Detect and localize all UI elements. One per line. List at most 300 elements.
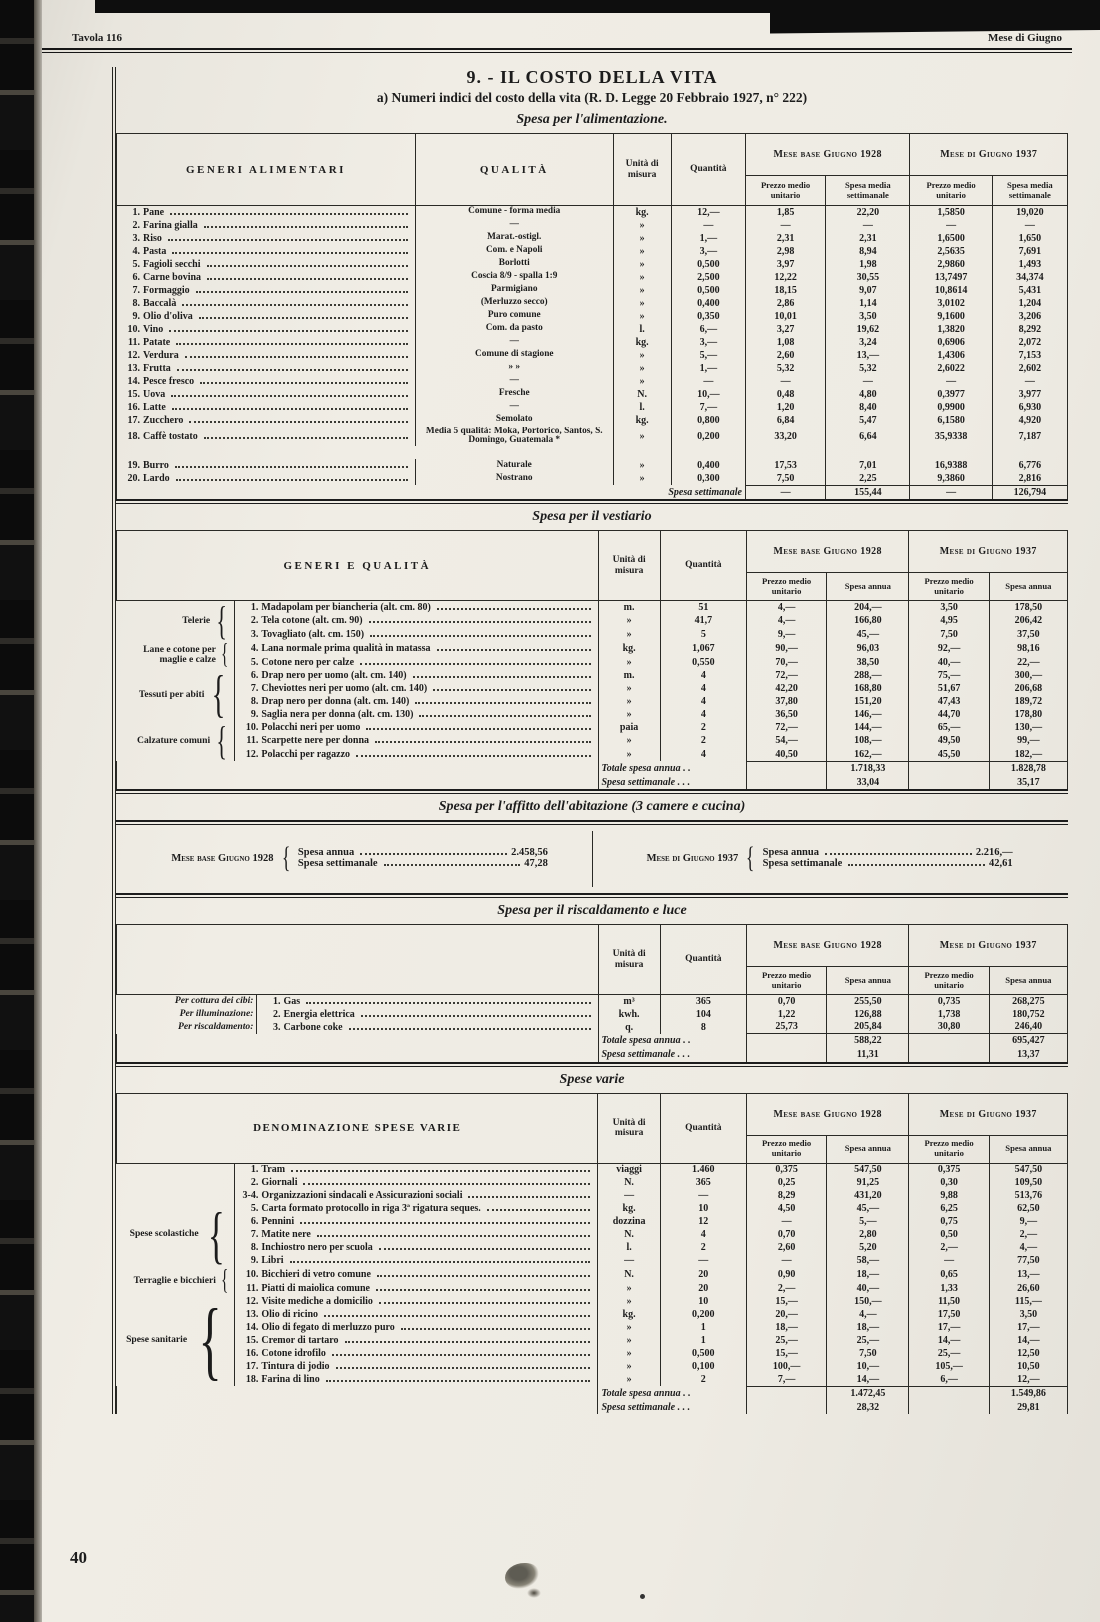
value-cell: 8,40 [826, 401, 910, 414]
value-cell: 65,— [909, 721, 989, 734]
col-header-spesa-1928: Spesa media settimanale [826, 176, 910, 206]
value-cell: 8,94 [826, 245, 910, 258]
value-cell: l. [613, 323, 671, 336]
value-cell: m. [598, 669, 660, 682]
value-cell: N. [598, 1228, 660, 1241]
value-cell: 2,816 [992, 472, 1067, 485]
value-cell: 151,20 [827, 695, 909, 708]
value-cell: 20 [660, 1281, 746, 1295]
table-row [117, 427, 1068, 447]
value-cell: 7,153 [992, 349, 1067, 362]
value-cell: 58,— [827, 1254, 909, 1267]
value-cell: 2,5635 [910, 245, 992, 258]
value-cell: 3,— [671, 336, 745, 349]
value-cell: 20 [660, 1267, 746, 1281]
item-name-cell: 1. Madapolam per biancheria (alt. cm. 80) [235, 601, 598, 615]
value-cell: 166,80 [827, 614, 909, 628]
header-rule [42, 48, 1072, 53]
value-cell: 0,200 [671, 427, 745, 447]
value-cell: 0,90 [746, 1267, 826, 1281]
value-cell: 0,75 [909, 1215, 989, 1228]
value-cell: » [598, 708, 660, 721]
table-row [117, 1334, 1068, 1347]
value-cell: 99,— [989, 734, 1067, 747]
table-row [117, 1347, 1068, 1360]
vestiario-table [116, 530, 1068, 789]
affitto-block [116, 825, 1068, 893]
table-row [117, 459, 1068, 472]
value-cell: 98,16 [989, 641, 1067, 655]
table-row [117, 695, 1068, 708]
value-cell: 70,— [746, 655, 826, 669]
col-header-prezzo-1928: Prezzo medio unitario [745, 176, 825, 206]
value-cell: 1,067 [660, 641, 746, 655]
value-cell: 3,97 [745, 258, 825, 271]
value-cell: 0,9900 [910, 401, 992, 414]
table-footer-row [117, 775, 1068, 789]
table-footer-row [117, 1386, 1068, 1400]
value-cell: 2 [660, 1373, 746, 1386]
value-cell: 0,70 [746, 1228, 826, 1241]
item-name-cell: 15. Cremor di tartaro [235, 1334, 598, 1347]
value-cell: 1,98 [826, 258, 910, 271]
value-cell: 54,— [746, 734, 826, 747]
value-cell: 18,— [827, 1321, 909, 1334]
value-cell: » [613, 258, 671, 271]
item-name-cell: 13. Olio di ricino [235, 1308, 598, 1321]
value-cell: 2 [660, 721, 746, 734]
qualita-cell: — [415, 336, 613, 349]
table-row [117, 1176, 1068, 1189]
item-name-cell: 2. Tela cotone (alt. cm. 90) [235, 614, 598, 628]
page-subtitle: a) Numeri indici del costo della vita (R. D. Legge 20 Febbraio 1927, n° 222) [376, 90, 808, 105]
table-row [117, 1021, 1068, 1034]
value-cell: 18,— [827, 1267, 909, 1281]
value-cell: 12 [660, 1215, 746, 1228]
col-header-spesa-annua-1937: Spesa annua [989, 1135, 1067, 1163]
value-cell: 206,42 [989, 614, 1067, 628]
value-cell: — [598, 1254, 660, 1267]
value-cell: 33,04 [827, 775, 909, 789]
value-cell: 13,7497 [910, 271, 992, 284]
value-cell: 7,50 [827, 1347, 909, 1360]
qualita-cell: Naturale [415, 459, 613, 472]
value-cell: 2,31 [745, 232, 825, 245]
value-cell: 5,47 [826, 414, 910, 427]
value-cell: 17,50 [909, 1308, 989, 1321]
item-name-cell: 13. Frutta [117, 362, 416, 375]
item-name-cell: 8. Inchiostro nero per scuola [235, 1241, 598, 1254]
item-name-cell: 12. Verdura [117, 349, 416, 362]
value-cell: 0,50 [909, 1228, 989, 1241]
value-cell: 25,73 [746, 1021, 826, 1034]
value-cell: 0,65 [909, 1267, 989, 1281]
qualita-cell: Nostrano [415, 472, 613, 485]
group-label-cell: Tessuti per abiti { [117, 669, 235, 721]
value-cell: 0,500 [671, 258, 745, 271]
value-cell: 3,977 [992, 388, 1067, 401]
varie-table [116, 1093, 1068, 1415]
value-cell: 162,— [827, 748, 909, 761]
value-cell: 90,— [746, 641, 826, 655]
col-header-quantita: Quantità [660, 1093, 746, 1163]
value-cell: 91,25 [827, 1176, 909, 1189]
value-cell: 15,— [746, 1295, 826, 1308]
item-name-cell: 11. Scarpette nere per donna [235, 734, 598, 747]
value-cell: 288,— [827, 669, 909, 682]
table-row [117, 414, 1068, 427]
item-name-cell: 5. Carta formato protocollo in riga 3ª rigatura seques. [235, 1202, 598, 1215]
value-cell: 150,— [827, 1295, 909, 1308]
value-cell: 1,85 [745, 206, 825, 219]
value-cell: 25,— [827, 1334, 909, 1347]
value-cell: kwh. [598, 1008, 660, 1021]
value-cell: 42,20 [746, 682, 826, 695]
table-row [117, 1189, 1068, 1202]
section-title-affitto: Spesa per l'affitto dell'abitazione (3 camere e cucina) [438, 799, 746, 814]
value-cell: 2,80 [827, 1228, 909, 1241]
value-cell: 44,70 [909, 708, 989, 721]
value-cell: 4,— [989, 1241, 1067, 1254]
alimentazione-table [116, 133, 1068, 499]
value-cell: 6,776 [992, 459, 1067, 472]
value-cell: N. [598, 1176, 660, 1189]
value-cell: 9,07 [826, 284, 910, 297]
value-cell: 5,32 [826, 362, 910, 375]
value-cell: » [598, 1321, 660, 1334]
qualita-cell: Comune - forma media [415, 206, 613, 219]
group-label-cell: Telerie { [117, 601, 235, 642]
footer-label: Totale spesa annua . . [598, 761, 746, 775]
value-cell: 126,88 [827, 1008, 909, 1021]
item-name-cell: 14. Pesce fresco [117, 375, 416, 388]
qualita-cell: Puro comune [415, 310, 613, 323]
value-cell: 6,930 [992, 401, 1067, 414]
table-row [117, 206, 1068, 219]
table-footer-row [117, 1400, 1068, 1414]
value-cell: 0,500 [671, 284, 745, 297]
col-header-spesa-annua-1937: Spesa annua [989, 967, 1067, 995]
value-cell: 6,— [909, 1373, 989, 1386]
value-cell: 29,81 [989, 1400, 1067, 1414]
table-row [117, 1008, 1068, 1021]
value-cell: — [598, 1189, 660, 1202]
col-header-unita: Unità di misura [613, 134, 671, 206]
value-cell: 14,— [909, 1334, 989, 1347]
value-cell: 1,20 [745, 401, 825, 414]
footer-label: Spesa settimanale . . . [598, 1400, 746, 1414]
col-header-prezzo-1928: Prezzo medio unitario [746, 573, 826, 601]
value-cell: » [613, 459, 671, 472]
value-cell: 51 [660, 601, 746, 615]
value-cell: dozzina [598, 1215, 660, 1228]
value-cell: 6,1580 [910, 414, 992, 427]
value-cell: 12,50 [989, 1347, 1067, 1360]
qualita-cell: — [415, 375, 613, 388]
col-header-prezzo-1937: Prezzo medio unitario [910, 176, 992, 206]
value-cell: — [746, 1215, 826, 1228]
value-cell: 3,50 [909, 601, 989, 615]
value-cell: 1.460 [660, 1163, 746, 1176]
group-label-cell: Spese sanitarie { [117, 1295, 235, 1386]
value-cell: 1,08 [745, 336, 825, 349]
value-cell: 49,50 [909, 734, 989, 747]
value-cell: 4 [660, 708, 746, 721]
value-cell: 3,24 [826, 336, 910, 349]
value-cell: 365 [660, 995, 746, 1008]
value-cell: 0,735 [909, 995, 989, 1008]
value-cell: — [910, 219, 992, 232]
value-cell: 20,— [746, 1308, 826, 1321]
value-cell: 18,— [746, 1321, 826, 1334]
value-cell: 300,— [989, 669, 1067, 682]
affitto-line: Spesa settimanale 47,28 [297, 858, 548, 869]
value-cell: 2,60 [746, 1241, 826, 1254]
item-name-cell: 6. Pennini [235, 1215, 598, 1228]
item-name-cell: 3. Riso [117, 232, 416, 245]
value-cell: 7,50 [909, 628, 989, 642]
value-cell: 104 [660, 1008, 746, 1021]
value-cell: 5 [660, 628, 746, 642]
value-cell: 5,20 [827, 1241, 909, 1254]
table-row [117, 323, 1068, 336]
group-label-cell: Per illuminazione: [117, 1008, 257, 1021]
col-header-denominazione: DENOMINAZIONE SPESE VARIE [117, 1093, 598, 1163]
col-header-mese-1937: Mese di Giugno 1937 [909, 531, 1068, 573]
value-cell: 30,80 [909, 1021, 989, 1034]
value-cell: 3,50 [989, 1308, 1067, 1321]
item-name-cell: 7. Formaggio [117, 284, 416, 297]
table-footer-row [117, 1034, 1068, 1048]
table-row [117, 1215, 1068, 1228]
value-cell: kg. [613, 206, 671, 219]
ink-smudge [505, 1563, 539, 1589]
table-row [117, 995, 1068, 1008]
value-cell: 5,— [827, 1215, 909, 1228]
value-cell: » [598, 695, 660, 708]
table-row [117, 284, 1068, 297]
value-cell: 1 [660, 1334, 746, 1347]
value-cell: 0,48 [745, 388, 825, 401]
running-header [42, 18, 1072, 46]
value-cell: — [992, 219, 1067, 232]
value-cell: 6,84 [745, 414, 825, 427]
value-cell: 40,50 [746, 748, 826, 761]
table-row [117, 708, 1068, 721]
document-frame [112, 67, 1068, 1414]
riscaldamento-table-header [117, 925, 1068, 995]
value-cell: 0,400 [671, 297, 745, 310]
value-cell: 4,95 [909, 614, 989, 628]
value-cell: 1.828,78 [989, 761, 1067, 775]
group-label-cell: Lane e cotone per maglie e calze { [117, 641, 235, 669]
col-header-generi-alimentari: GENERI ALIMENTARI [117, 134, 416, 206]
value-cell: — [910, 375, 992, 388]
value-cell: 178,50 [989, 601, 1067, 615]
table-row [117, 1254, 1068, 1267]
value-cell: 0,375 [909, 1163, 989, 1176]
value-cell: 10,— [671, 388, 745, 401]
value-cell: 182,— [989, 748, 1067, 761]
table-row [117, 628, 1068, 642]
value-cell: 9,1600 [910, 310, 992, 323]
value-cell: 12,22 [745, 271, 825, 284]
value-cell: 2,072 [992, 336, 1067, 349]
value-cell: 205,84 [827, 1021, 909, 1034]
value-cell: 10,50 [989, 1360, 1067, 1373]
qualita-cell: — [415, 219, 613, 232]
col-header-unita: Unità di misura [598, 1093, 660, 1163]
value-cell: 16,9388 [910, 459, 992, 472]
item-name-cell: 3. Carbone coke [257, 1021, 598, 1034]
table-footer-row [117, 1048, 1068, 1062]
value-cell: 72,— [746, 669, 826, 682]
section-title-alimentazione: Spesa per l'alimentazione. [516, 112, 668, 127]
item-name-cell: 11. Piatti di maiolica comune [235, 1281, 598, 1295]
value-cell: kg. [598, 1308, 660, 1321]
table-row [117, 669, 1068, 682]
value-cell: 10 [660, 1202, 746, 1215]
value-cell: 0,550 [660, 655, 746, 669]
value-cell: 4,920 [992, 414, 1067, 427]
qualita-cell: Com. da pasto [415, 323, 613, 336]
value-cell: 365 [660, 1176, 746, 1189]
table-row [117, 388, 1068, 401]
value-cell: 77,50 [989, 1254, 1067, 1267]
value-cell: — [826, 375, 910, 388]
item-name-cell: 1. Gas [257, 995, 598, 1008]
col-header-mese-1928: Mese base Giugno 1928 [746, 531, 909, 573]
item-name-cell: 4. Pasta [117, 245, 416, 258]
footer-label: Spesa settimanale [117, 485, 746, 499]
value-cell: 4 [660, 748, 746, 761]
varie-table-header [117, 1093, 1068, 1163]
value-cell: — [660, 1254, 746, 1267]
value-cell: 19,020 [992, 206, 1067, 219]
brace-glyph: { [746, 841, 755, 874]
table-row [117, 1228, 1068, 1241]
value-cell: 40,— [909, 655, 989, 669]
table-row [117, 748, 1068, 761]
value-cell: 96,03 [827, 641, 909, 655]
page-number: 40 [70, 1548, 87, 1567]
col-header-spesa-1937: Spesa media settimanale [992, 176, 1067, 206]
value-cell: 10,8614 [910, 284, 992, 297]
value-cell: — [909, 1254, 989, 1267]
value-cell: » [598, 734, 660, 747]
table-row [117, 1295, 1068, 1308]
affitto-1937 [647, 841, 1013, 875]
col-header-prezzo-1928: Prezzo medio unitario [746, 1135, 826, 1163]
table-row [117, 271, 1068, 284]
value-cell: 51,67 [909, 682, 989, 695]
value-cell: — [660, 1189, 746, 1202]
value-cell: 513,76 [989, 1189, 1067, 1202]
value-cell: 2,60 [745, 349, 825, 362]
value-cell: 47,43 [909, 695, 989, 708]
value-cell: 0,350 [671, 310, 745, 323]
value-cell: » [613, 427, 671, 447]
value-cell: 30,55 [826, 271, 910, 284]
value-cell: 14,— [989, 1334, 1067, 1347]
value-cell: 268,275 [989, 995, 1067, 1008]
col-header-prezzo-1937: Prezzo medio unitario [909, 573, 989, 601]
value-cell: » [598, 628, 660, 642]
value-cell: 10,— [827, 1360, 909, 1373]
affitto-1928-label: Mese base Giugno 1928 [171, 852, 274, 864]
value-cell: » [613, 310, 671, 323]
value-cell: 8 [660, 1021, 746, 1034]
value-cell: N. [598, 1267, 660, 1281]
tavola-label: Tavola 116 [72, 32, 123, 44]
footer-label: Totale spesa annua . . [598, 1034, 746, 1048]
value-cell: 37,80 [746, 695, 826, 708]
value-cell: 588,22 [827, 1034, 909, 1048]
value-cell: 45,— [827, 1202, 909, 1215]
table-row [117, 682, 1068, 695]
value-cell: 37,50 [989, 628, 1067, 642]
value-cell: 38,50 [827, 655, 909, 669]
col-header-prezzo-1937: Prezzo medio unitario [909, 1135, 989, 1163]
qualita-cell: Parmigiano [415, 284, 613, 297]
value-cell: » [598, 655, 660, 669]
value-cell: 695,427 [989, 1034, 1067, 1048]
item-name-cell: 12. Visite mediche a domicilio [235, 1295, 598, 1308]
qualita-cell: Semolato [415, 414, 613, 427]
item-name-cell: 10. Bicchieri di vetro comune [235, 1267, 598, 1281]
value-cell: » [613, 271, 671, 284]
value-cell: N. [613, 388, 671, 401]
item-name-cell: 10. Polacchi neri per uomo [235, 721, 598, 734]
item-name-cell: 2. Farina gialla [117, 219, 416, 232]
value-cell: 6,25 [909, 1202, 989, 1215]
col-header-mese-1928: Mese base Giugno 1928 [745, 134, 910, 176]
table-row [117, 1202, 1068, 1215]
value-cell: 1 [660, 1321, 746, 1334]
value-cell: — [745, 219, 825, 232]
value-cell: 5,32 [745, 362, 825, 375]
value-cell: 35,17 [989, 775, 1067, 789]
vestiario-table-header [117, 531, 1068, 601]
value-cell: 25,— [746, 1334, 826, 1347]
value-cell: 41,7 [660, 614, 746, 628]
item-name-cell: 8. Drap nero per donna (alt. cm. 140) [235, 695, 598, 708]
qualita-cell: Coscia 8/9 - spalla 1:9 [415, 271, 613, 284]
value-cell: — [671, 375, 745, 388]
value-cell: 2,— [746, 1281, 826, 1295]
ink-dot [640, 1594, 645, 1599]
item-name-cell: 17. Zucchero [117, 414, 416, 427]
value-cell: » [613, 362, 671, 375]
value-cell: 1,22 [746, 1008, 826, 1021]
footer-label: Totale spesa annua . . [598, 1386, 746, 1400]
table-row [117, 1373, 1068, 1386]
col-header-mese-1937: Mese di Giugno 1937 [910, 134, 1068, 176]
table-row [117, 1360, 1068, 1373]
value-cell: 62,50 [989, 1202, 1067, 1215]
table-row [117, 1321, 1068, 1334]
value-cell: 8,29 [746, 1189, 826, 1202]
table-row [117, 1241, 1068, 1254]
value-cell: 1,5850 [910, 206, 992, 219]
value-cell: 7,691 [992, 245, 1067, 258]
value-cell: » [598, 1281, 660, 1295]
table-row [117, 1267, 1068, 1281]
value-cell: 18,15 [745, 284, 825, 297]
value-cell: » [613, 219, 671, 232]
item-name-cell: 11. Patate [117, 336, 416, 349]
item-name-cell: 9. Saglia nera per donna (alt. cm. 130) [235, 708, 598, 721]
